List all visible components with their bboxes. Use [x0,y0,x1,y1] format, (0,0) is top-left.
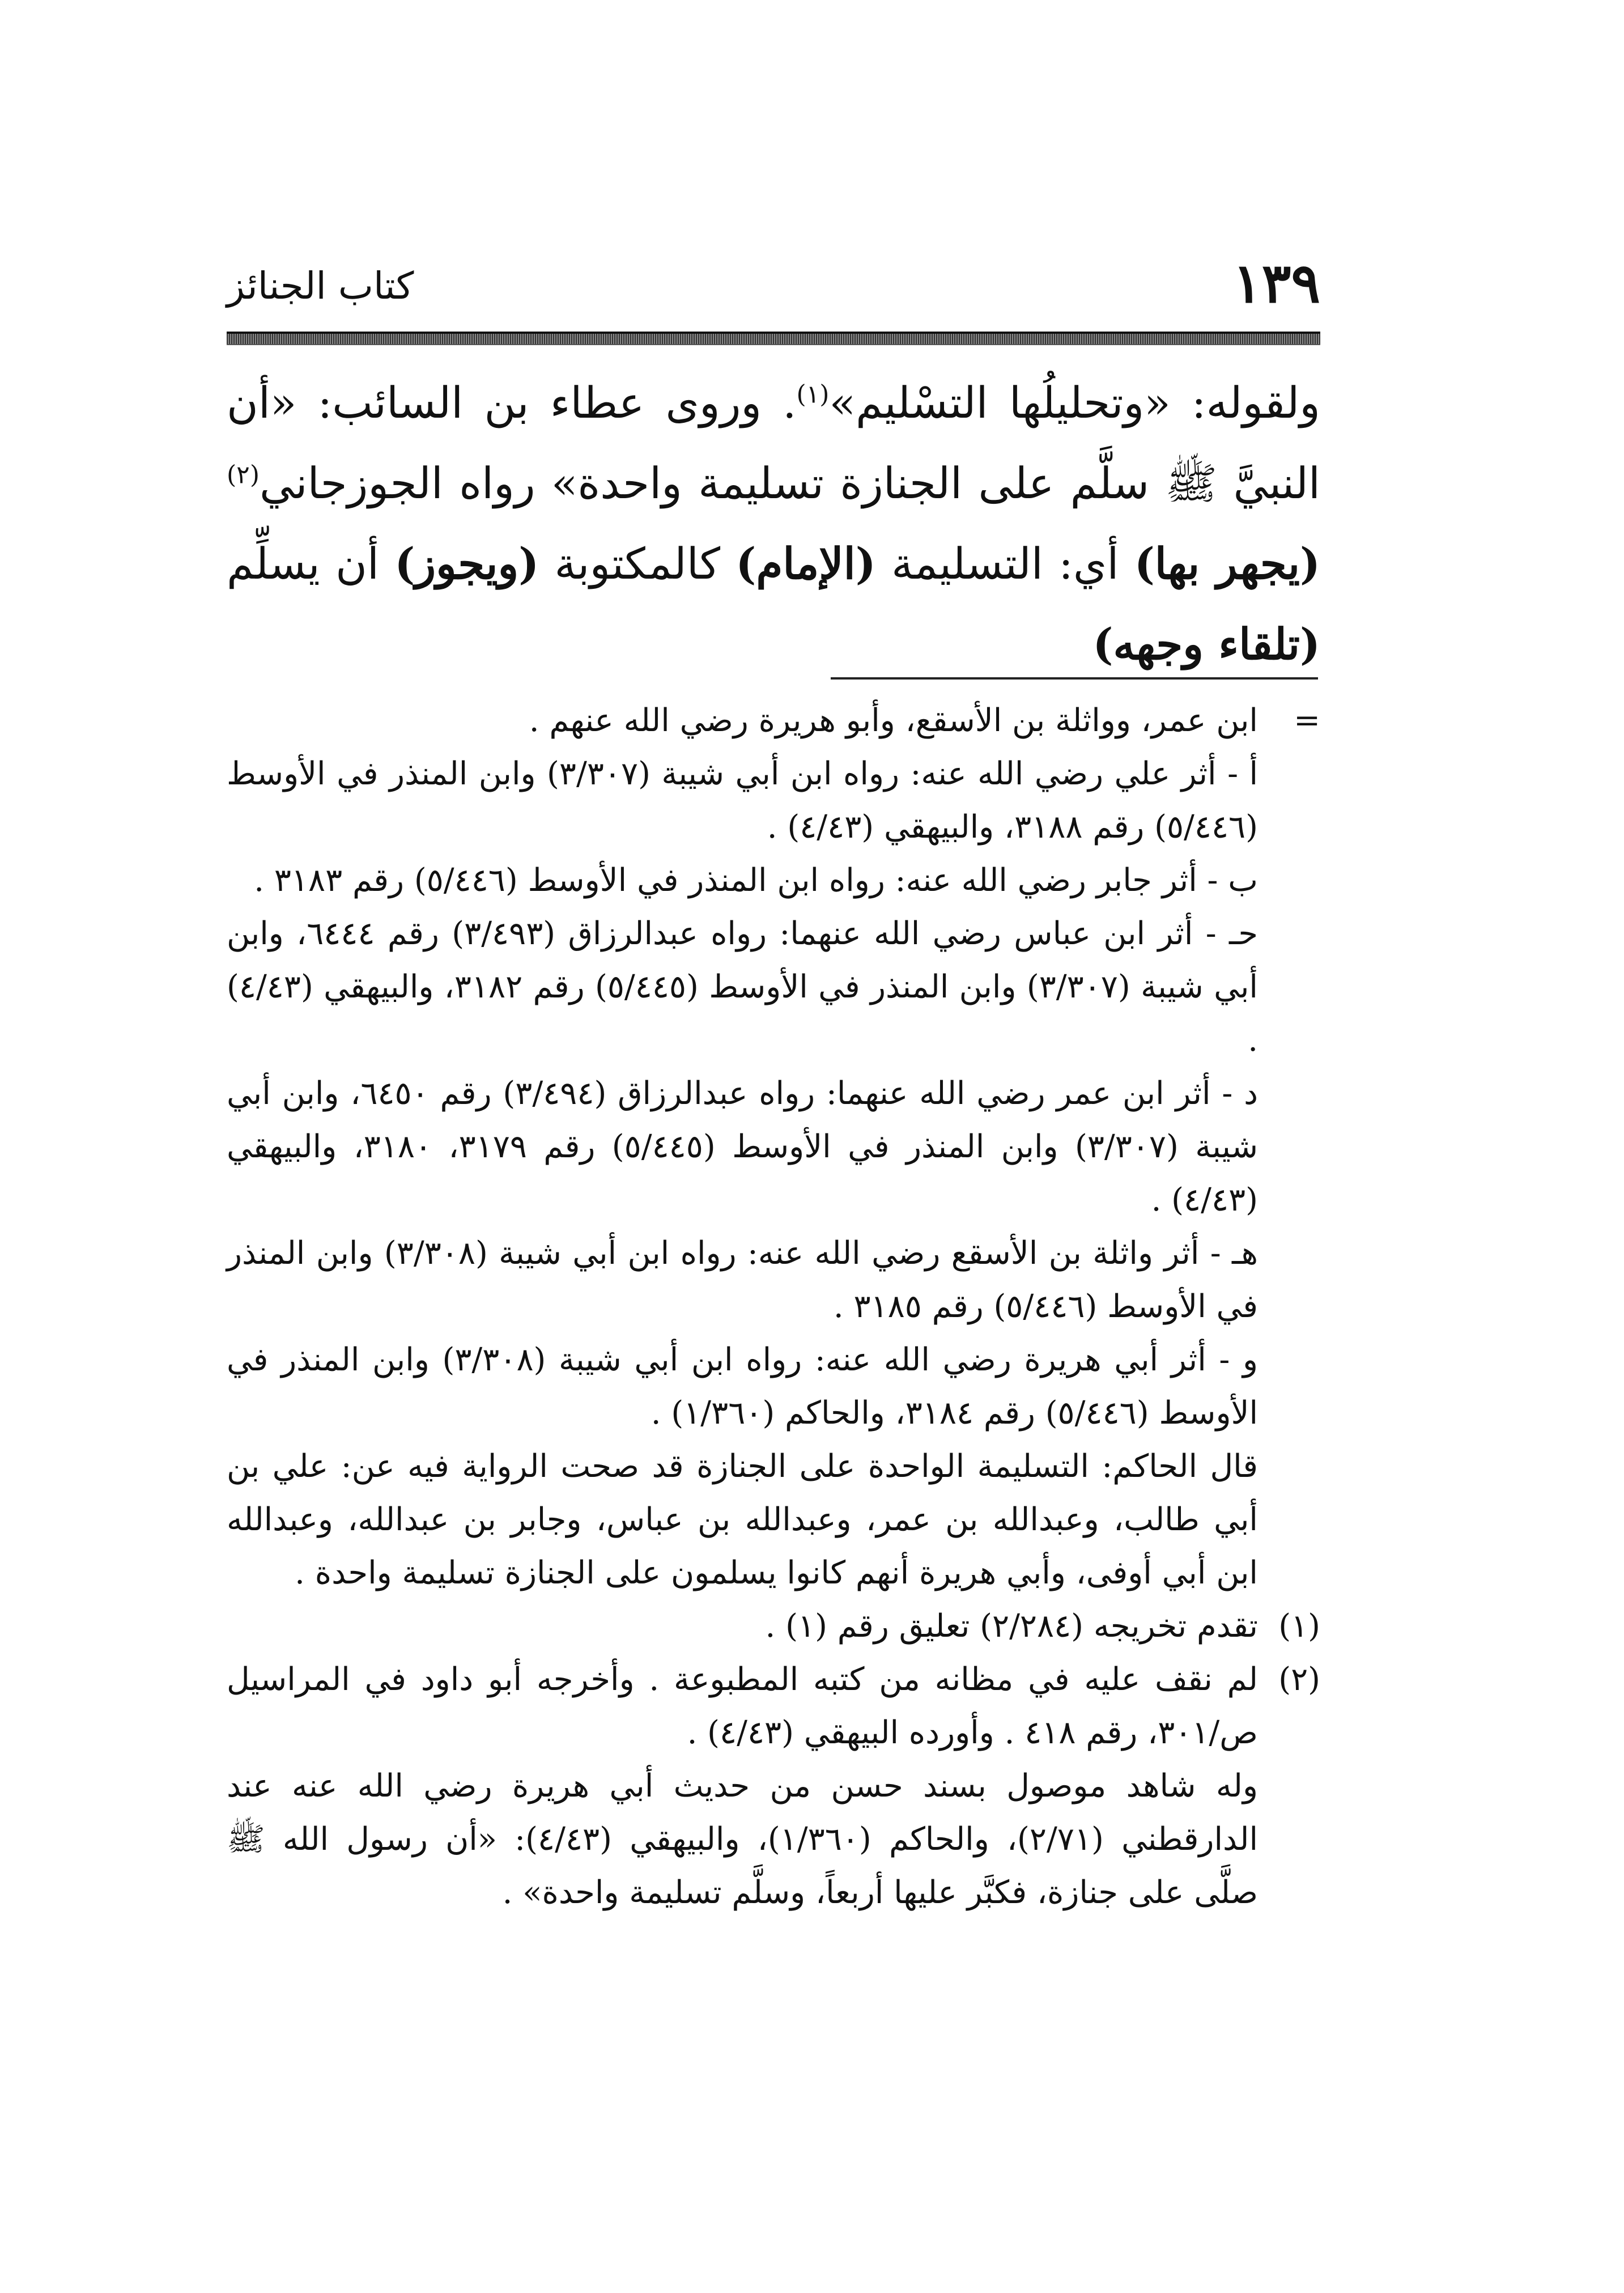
footnote-text: لم نقف عليه في مظانه من كتبه المطبوعة . وأخرجه أبو داود في المراسيل ص/٣٠١، رقم ٤١٨ . وأورده البيهقي (٤/٤٣) . [227,1661,1259,1751]
main-text [227,363,1320,685]
page-header [227,249,1320,323]
main-segment: أن يسلِّم [227,538,379,589]
main-segment: كالمكتوبة [554,538,721,589]
main-segment: ولقوله: «وتحليلُها التسْليم» [829,377,1320,428]
footnote-item: ب - أثر جابر رضي الله عنه: رواه ابن المنذر في الأوسط (٥/٤٤٦) رقم ٣١٨٣ . [254,862,1258,899]
footnotes [227,694,1320,1920]
footnote-item: و - أثر أبي هريرة رضي الله عنه: رواه ابن أبي شيبة (٣/٣٠٨) وابن المنذر في الأوسط (٥/٤٤٦) رقم ٣١٨٤، والحاكم (١/٣٦٠) . [227,1341,1259,1432]
footnote-text: ابن عمر، وواثلة بن الأسقع، وأبو هريرة رضي الله عنهم . [529,702,1258,739]
footnote-ref-2: (٢) [227,460,260,490]
footnote-2 [227,1653,1320,1760]
footnote-item: هـ - أثر واثلة بن الأسقع رضي الله عنه: رواه ابن أبي شيبة (٣/٣٠٨) وابن المنذر في الأوسط (٥/٤٤٦) رقم ٣١٨٥ . [227,1235,1258,1325]
footnote-hakim: قال الحاكم: التسليمة الواحدة على الجنازة قد صحت الرواية فيه عن: علي بن أبي طالب، وعبدالله بن عمر، وعبدالله بن عباس، وجابر بن عبدالله، وعبدالله ابن أبي أوفى، وأبي هريرة أنهم كانوا يسلمون على الجنازة تسليمة واحدة . [227,1448,1258,1591]
main-segment: . وروى عطاء بن السائب: «أن النبيَّ ﷺ سلَّم على الجنازة تسليمة واحدة» رواه الجوزجاني [227,377,1320,508]
bold-matn: (الإمام) [736,538,876,589]
footnote-continuation [227,694,1320,748]
footnote-1-marker: (١) [1278,1608,1320,1645]
footnote-item: د - أثر ابن عمر رضي الله عنهما: رواه عبدالرزاق (٣/٤٩٤) رقم ٦٤٥٠، وابن أبي شيبة (٣/٣٠٧) وابن المنذر في الأوسط (٥/٤٤٥) رقم ٣١٧٩، ٣١٨٠، والبيهقي (٤/٤٣) . [227,1075,1259,1218]
footnote-ref-1: (١) [796,380,830,409]
footnote-text: تقدم تخريجه (٢/٢٨٤) تعليق رقم (١) . [765,1608,1258,1645]
bold-matn: (يجهر بها) [1134,538,1320,589]
footnote-witness: وله شاهد موصول بسند حسن من حديث أبي هريرة رضي الله عنه عند الدارقطني (٢/٧١)، والحاكم (١/٣٦٠)، والبيهقي (٤/٤٣): «أن رسول الله ﷺ صلَّى على جنازة، فكبَّر عليها أربعاً، وسلَّم تسليمة واحدة» . [227,1768,1259,1911]
bold-matn: (ويجوز) [394,538,539,589]
footnote-2-marker: (٢) [1278,1661,1320,1698]
footnote-1 [227,1600,1320,1653]
main-segment: أي: التسليمة [891,538,1119,589]
footnote-item: أ - أثر علي رضي الله عنه: رواه ابن أبي شيبة (٣/٣٠٧) وابن المنذر في الأوسط (٥/٤٤٦) رقم ٣١٨٨، والبيهقي (٤/٤٣) . [227,755,1258,846]
running-title: كتاب الجنائز [227,264,414,308]
header-rule [227,332,1320,345]
footnote-separator [831,677,1318,680]
footnote-item: حـ - أثر ابن عباس رضي الله عنهما: رواه عبدالرزاق (٣/٤٩٣) رقم ٦٤٤٤، وابن أبي شيبة (٣/٣٠٧) وابن المنذر في الأوسط (٥/٤٤٥) رقم ٣١٨٢، والبيهقي (٤/٤٣) . [227,915,1258,1059]
continuation-marker: = [1294,702,1320,739]
bold-matn: (تلقاء وجهه) [1092,619,1320,669]
page-number: ١٣٩ [1232,251,1320,315]
